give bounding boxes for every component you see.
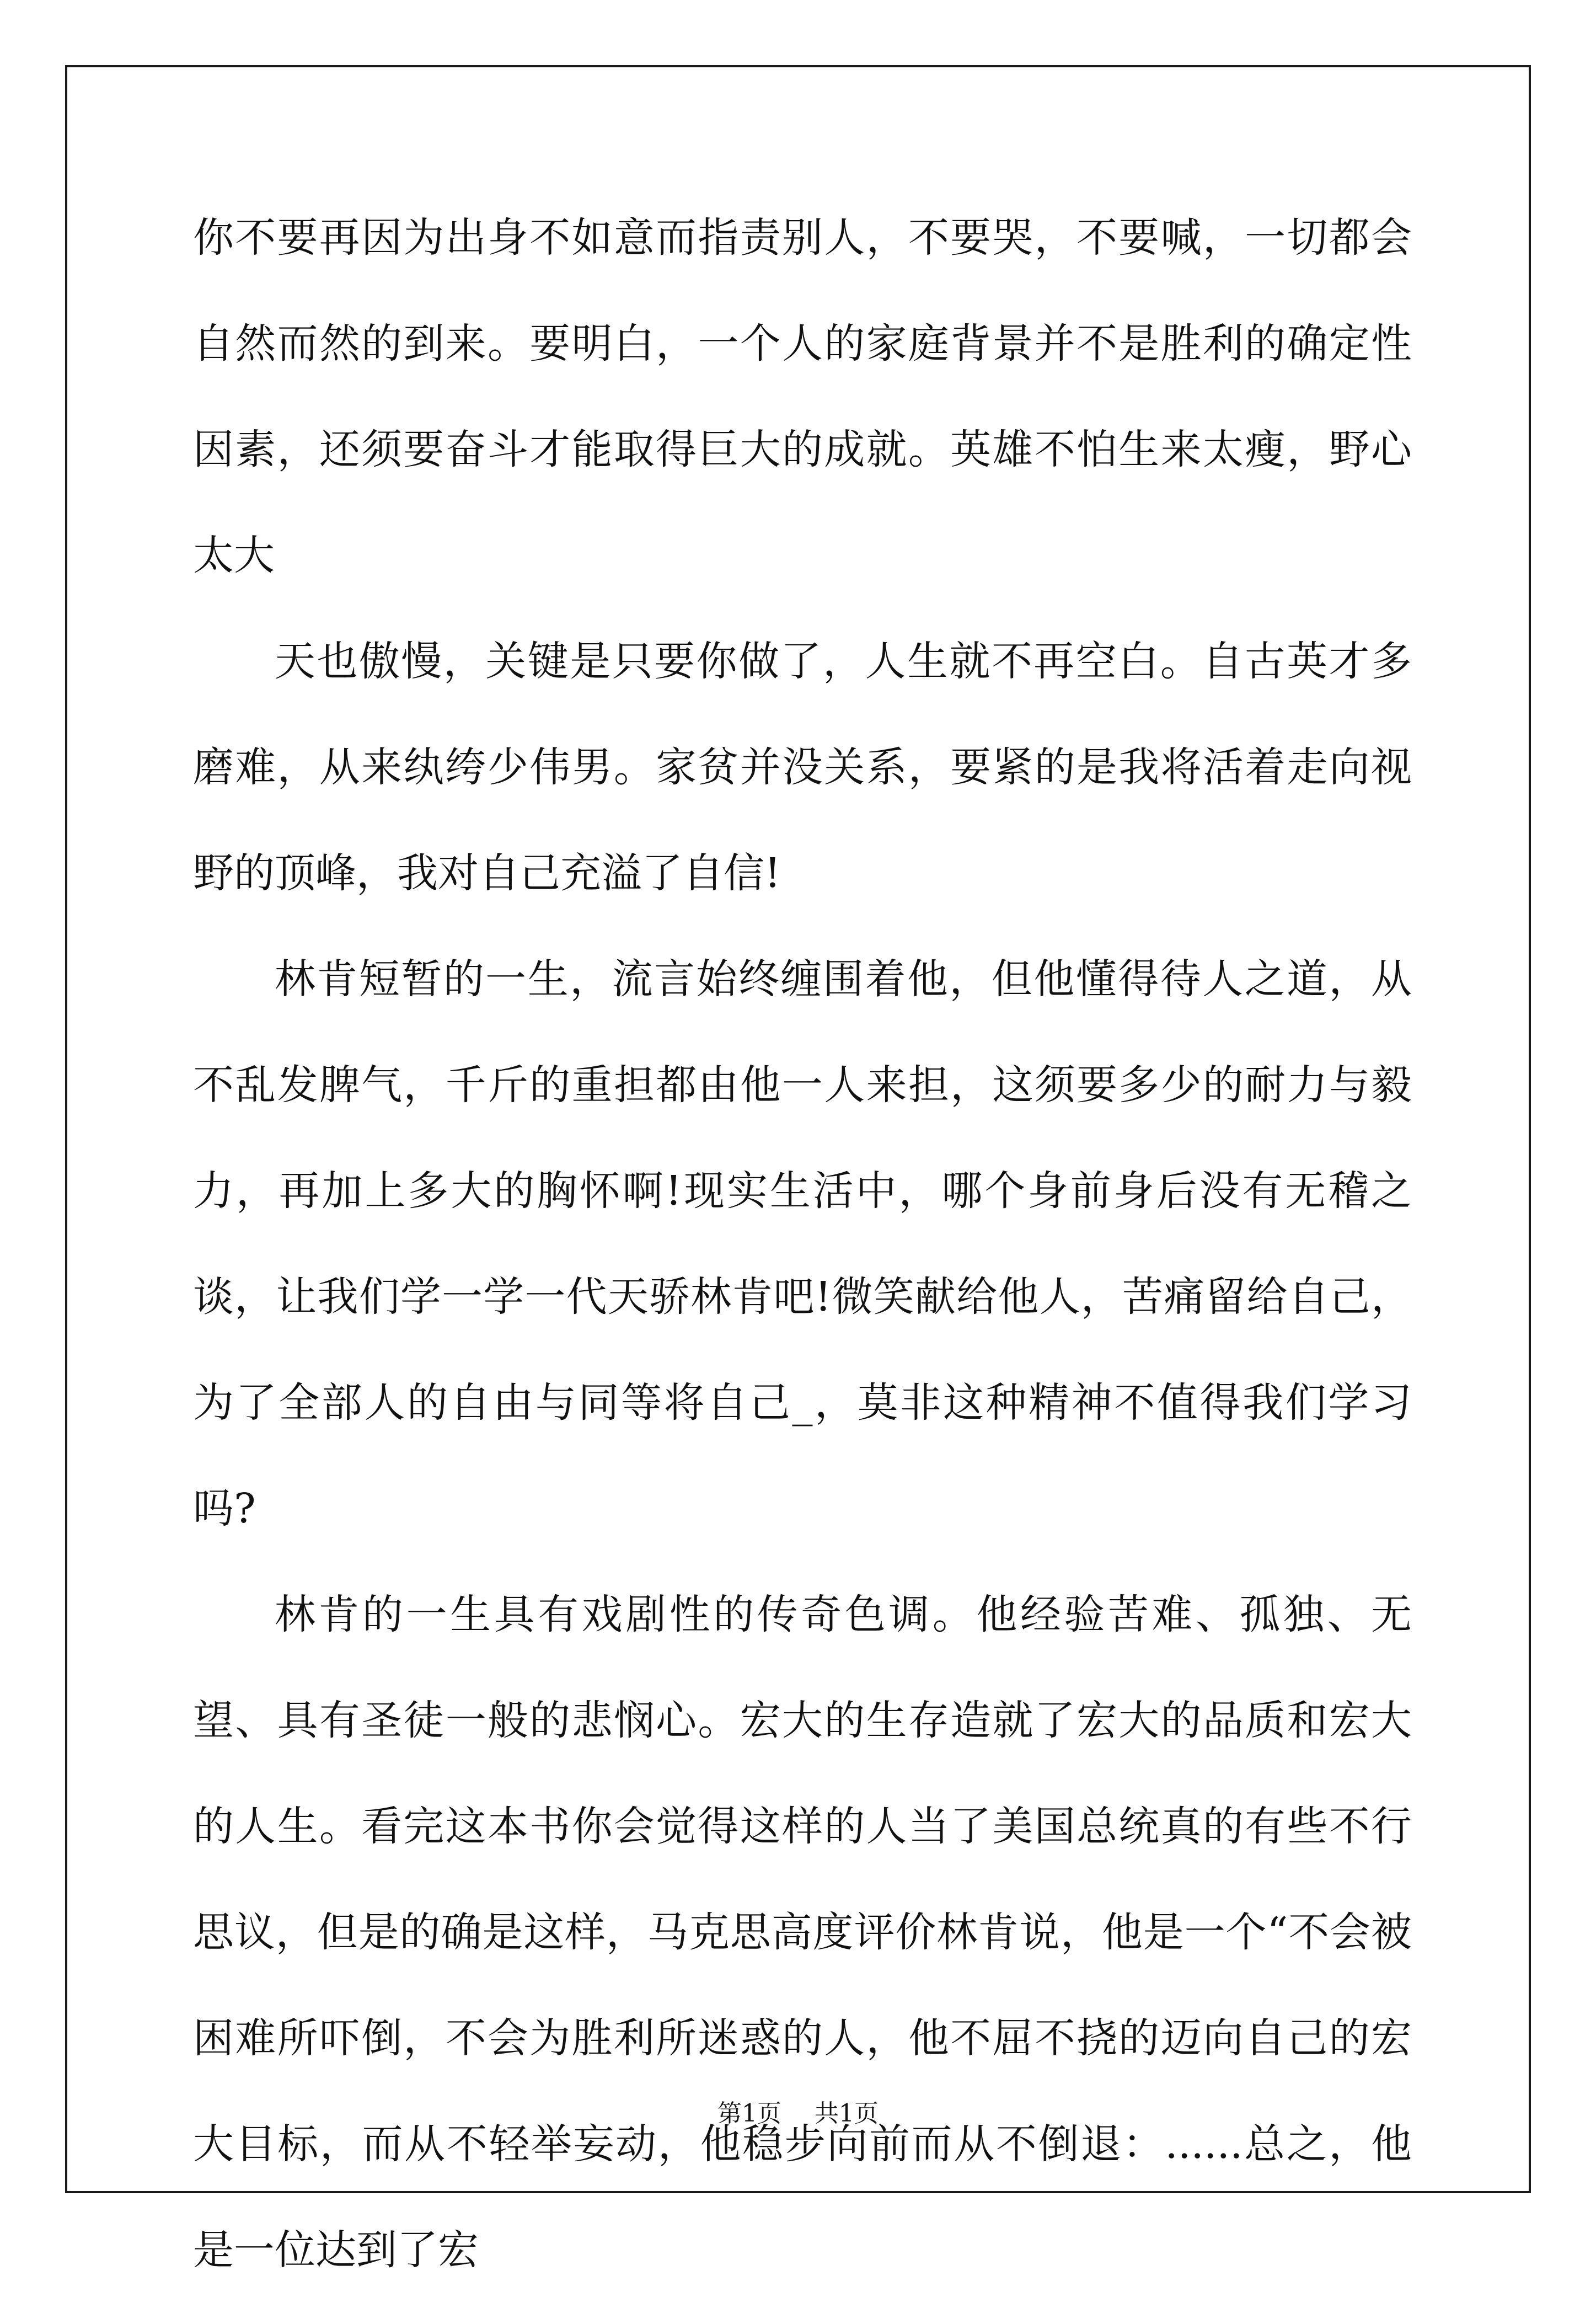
paragraph: 林肯短暂的一生，流言始终缠围着他，但他懂得待人之道，从不乱发脾气，千斤的重担都由他一人来担，这须要多少的耐力与毅力，再加上多大的胸怀啊!现实生活中，哪个身前身后没有无稽之谈，让我们学一学一代天骄林肯吧!微笑献给他人，苦痛留给自己，为了全部人的自由与同等将自己_，莫非这种精神不值得我们学习吗?: [193, 955, 1412, 1532]
page-footer: [0, 2093, 1596, 2129]
paragraph: 你不要再因为出身不如意而指责别人，不要哭，不要喊，一切都会自然而然的到来。要明白，一个人的家庭背景并不是胜利的确定性因素，还须要奋斗才能取得巨大的成就。英雄不怕生来太瘦，野心太大: [193, 214, 1412, 579]
page-number-total: 共1页: [815, 2099, 879, 2128]
paragraph: 天也傲慢，关键是只要你做了，人生就不再空白。自古英才多磨难，从来纨绔少伟男。家贫并没关系，要紧的是我将活着走向视野的顶峰，我对自己充溢了自信!: [193, 638, 1412, 897]
page-number-current: 第1页: [717, 2099, 781, 2128]
paragraph: 林肯的一生具有戏剧性的传奇色调。他经验苦难、孤独、无望、具有圣徒一般的悲悯心。宏大的生存造就了宏大的品质和宏大的人生。看完这本书你会觉得这样的人当了美国总统真的有些不行思议，但是的确是这样，马克思高度评价林肯说，他是一个“不会被困难所吓倒，不会为胜利所迷惑的人，他不屈不挠的迈向自己的宏大目标，而从不轻举妄动，他稳步向前而从不倒退：......总之，他是一位达到了宏: [193, 1591, 1412, 2274]
document-body: [193, 185, 1412, 2303]
